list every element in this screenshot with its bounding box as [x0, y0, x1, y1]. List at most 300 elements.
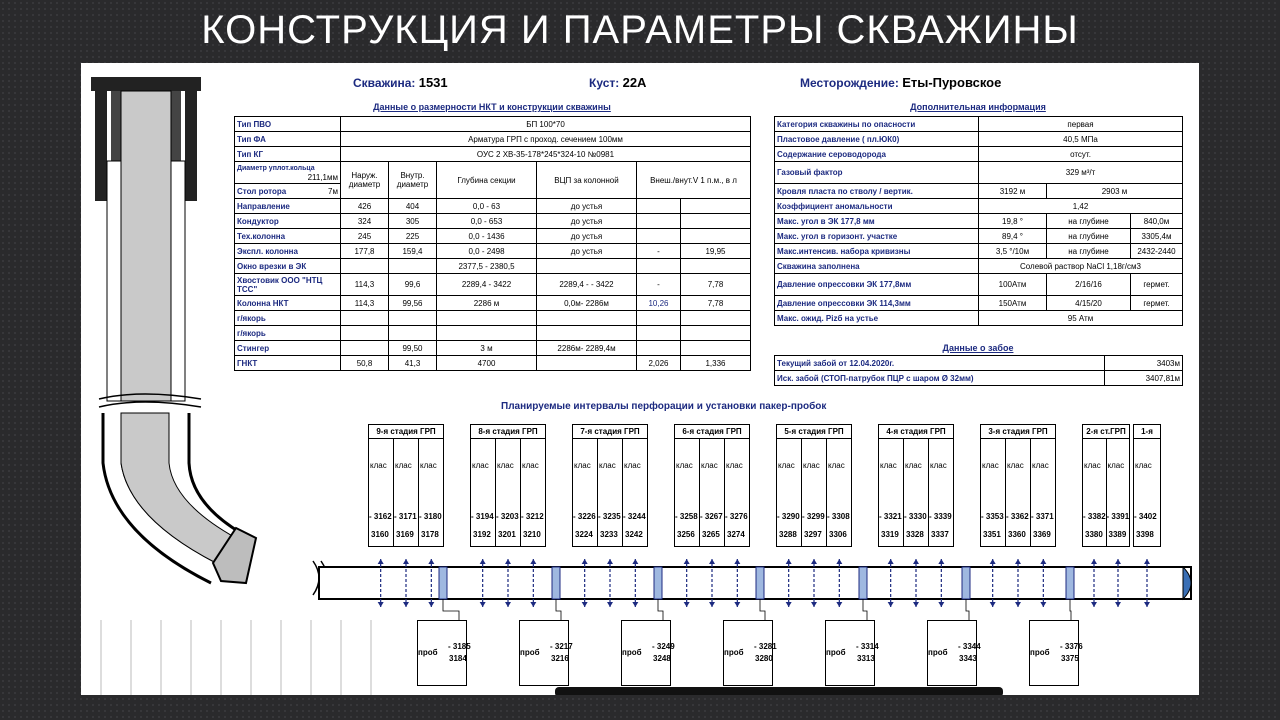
- plug-depth-top: 3184: [449, 654, 467, 663]
- packer-plug: [654, 567, 662, 599]
- perforation-arrow: [632, 602, 638, 607]
- info-row: [775, 214, 1183, 229]
- perforation-arrow: [709, 559, 715, 564]
- perforation-interval: [1134, 439, 1160, 546]
- table-row: [235, 229, 751, 244]
- info-value: 1,42: [979, 199, 1183, 214]
- interval-top: 3256: [677, 530, 695, 539]
- table-cell: 0,0 - 2498: [437, 244, 537, 259]
- table-cell: [681, 199, 751, 214]
- perforation-arrow: [811, 559, 817, 564]
- interval-bottom: - 3299: [802, 512, 825, 521]
- table-cell: [681, 229, 751, 244]
- perforation-arrow: [913, 559, 919, 564]
- perforation-arrow: [1091, 559, 1097, 564]
- perforation-interval: [623, 439, 647, 546]
- interval-top: 3201: [498, 530, 516, 539]
- perforation-arrow: [938, 559, 944, 564]
- right-table-caption: Дополнительная информация: [910, 102, 1046, 112]
- interval-bottom: - 3180: [419, 512, 442, 521]
- interval-bottom: - 3308: [827, 512, 850, 521]
- interval-top: 3288: [779, 530, 797, 539]
- info-label: Давление опрессовки ЭК 114,3мм: [775, 296, 979, 311]
- tubing-wall-right: [171, 91, 181, 161]
- plug-label: проб: [418, 648, 438, 657]
- table-cell: [341, 311, 389, 326]
- equipment-row: [235, 117, 751, 132]
- table-cell: [637, 311, 681, 326]
- table-row: [235, 244, 751, 259]
- plug-depth-top: 3375: [1061, 654, 1079, 663]
- packer-plug-box: [825, 620, 879, 686]
- cluster-label: клас: [420, 461, 437, 470]
- interval-bottom: - 3371: [1031, 512, 1054, 521]
- interval-top: 3337: [931, 530, 949, 539]
- perforation-interval: [394, 439, 419, 546]
- table-row: [235, 311, 751, 326]
- slide-title: КОНСТРУКЦИЯ И ПАРАМЕТРЫ СКВАЖИНЫ: [201, 8, 1079, 52]
- tubing-casing-table: [234, 116, 751, 371]
- row-label: Колонна НКТ: [235, 296, 341, 311]
- plug-depth-top: 3313: [857, 654, 875, 663]
- pad-number-header: Куст: 22А: [589, 75, 647, 90]
- info-value: 3305,4м: [1131, 229, 1183, 244]
- table-cell: 305: [389, 214, 437, 229]
- table-cell: 99,6: [389, 274, 437, 296]
- frac-stage-title: 6-я стадия ГРП: [675, 425, 749, 439]
- cluster-label: клас: [982, 461, 999, 470]
- perforation-interval: [573, 439, 598, 546]
- plug-label: проб: [622, 648, 642, 657]
- cluster-label: клас: [1007, 461, 1024, 470]
- table-cell: 0,0 - 653: [437, 214, 537, 229]
- info-value: 150Атм: [979, 296, 1047, 311]
- info-value: 3192 м: [979, 184, 1047, 199]
- info-value: 19,8 °: [979, 214, 1047, 229]
- info-label: Макс.интенсив. набора кривизны: [775, 244, 979, 259]
- table-cell: [681, 259, 751, 274]
- table-cell: 7,78: [681, 296, 751, 311]
- interval-bottom: - 3353: [981, 512, 1004, 521]
- perforation-arrow: [888, 559, 894, 564]
- plug-label: проб: [520, 648, 540, 657]
- info-label: Кровля пласта по стволу / вертик.: [775, 184, 979, 199]
- perforation-arrow: [582, 602, 588, 607]
- table-cell: 0,0 - 1436: [437, 229, 537, 244]
- interval-bottom: - 3290: [777, 512, 800, 521]
- bottomhole-label: Иск. забой (СТОП-патрубок ПЦР с шаром Ø 32мм): [775, 371, 1105, 386]
- perforation-arrow: [786, 559, 792, 564]
- plug-depth-bottom: - 3185: [448, 642, 471, 651]
- info-value: 840,0м: [1131, 214, 1183, 229]
- perforation-interval: [827, 439, 851, 546]
- table-cell: 1,336: [681, 356, 751, 371]
- interval-top: 3380: [1085, 530, 1103, 539]
- frac-stage-box: [572, 424, 648, 547]
- table-cell: 4700: [437, 356, 537, 371]
- scrollbar[interactable]: [555, 687, 1003, 695]
- equipment-label: Тип ФА: [235, 132, 341, 147]
- packer-plug-box: [519, 620, 573, 686]
- table-cell: [681, 326, 751, 341]
- perforation-arrow: [709, 602, 715, 607]
- additional-info-table: [774, 116, 1183, 326]
- info-label: Пластовое давление ( пл.ЮК0): [775, 132, 979, 147]
- table-cell: [637, 341, 681, 356]
- vertical-string: [121, 91, 171, 401]
- info-value: 3,5 °/10м: [979, 244, 1047, 259]
- info-value: 95 Атм: [979, 311, 1183, 326]
- info-label: Макс. угол в горизонт. участке: [775, 229, 979, 244]
- interval-bottom: - 3194: [471, 512, 494, 521]
- table-cell: 2,026: [637, 356, 681, 371]
- cluster-label: клас: [828, 461, 845, 470]
- perforation-arrow: [811, 602, 817, 607]
- perforation-interval: [802, 439, 827, 546]
- table-cell: [637, 229, 681, 244]
- table-cell: 159,4: [389, 244, 437, 259]
- col-header-outer-diameter: Наруж. диаметр: [341, 162, 389, 199]
- info-value: первая: [979, 117, 1183, 132]
- plug-depth-top: 3280: [755, 654, 773, 663]
- perforation-arrow: [1144, 559, 1150, 564]
- equipment-value: Арматура ГРП с проход. сечением 100мм: [341, 132, 751, 147]
- interval-bottom: - 3339: [929, 512, 952, 521]
- table-cell: [681, 311, 751, 326]
- background-gridlines: [101, 620, 371, 695]
- bottomhole-table: [774, 355, 1183, 386]
- frac-stage-box: [776, 424, 852, 547]
- interval-top: 3360: [1008, 530, 1026, 539]
- row-label: Тех.колонна: [235, 229, 341, 244]
- table-cell: 3 м: [437, 341, 537, 356]
- interval-bottom: - 3235: [598, 512, 621, 521]
- plug-label: проб: [1030, 648, 1050, 657]
- perforation-arrow: [990, 559, 996, 564]
- diameter-ring-cell: Диаметр уплот.кольца 211,1мм: [235, 162, 341, 184]
- interval-bottom: - 3171: [394, 512, 417, 521]
- cluster-label: клас: [574, 461, 591, 470]
- table-cell: 114,3: [341, 274, 389, 296]
- table-cell: [637, 214, 681, 229]
- table-row: [235, 259, 751, 274]
- table-cell: -: [637, 244, 681, 259]
- info-row: [775, 147, 1183, 162]
- bottomhole-row: [775, 356, 1183, 371]
- frac-stage-box: [1082, 424, 1130, 547]
- interval-top: 3369: [1033, 530, 1051, 539]
- interval-top: 3274: [727, 530, 745, 539]
- cluster-label: клас: [803, 461, 820, 470]
- interval-top: 3306: [829, 530, 847, 539]
- col-header-volume: Внеш./внут.V 1 п.м., в л: [637, 162, 751, 199]
- frac-stage-box: [980, 424, 1056, 547]
- col-header-section-depth: Глубина секции: [437, 162, 537, 199]
- row-label: ГНКТ: [235, 356, 341, 371]
- table-cell: [537, 259, 637, 274]
- frac-stage-box: [1133, 424, 1161, 547]
- table-cell: 2289,4 - - 3422: [537, 274, 637, 296]
- table-row: [235, 356, 751, 371]
- plug-depth-bottom: - 3249: [652, 642, 675, 651]
- table-cell: до устья: [537, 199, 637, 214]
- perforation-arrow: [684, 559, 690, 564]
- frac-stage-box: [674, 424, 750, 547]
- interval-bottom: - 3330: [904, 512, 927, 521]
- cluster-label: клас: [778, 461, 795, 470]
- table-cell: 245: [341, 229, 389, 244]
- field-name-header: Месторождение: Еты-Пуровское: [800, 75, 1002, 90]
- table-cell: [389, 259, 437, 274]
- packer-plug-box: [417, 620, 471, 686]
- info-label: Давление опрессовки ЭК 177,8мм: [775, 274, 979, 296]
- info-label: Содержание сероводорода: [775, 147, 979, 162]
- interval-top: 3398: [1136, 530, 1154, 539]
- perforation-interval: [700, 439, 725, 546]
- table-cell: 19,95: [681, 244, 751, 259]
- frac-stage-title: 5-я стадия ГРП: [777, 425, 851, 439]
- cluster-label: клас: [1107, 461, 1125, 470]
- info-label: Газовый фактор: [775, 162, 979, 184]
- interval-bottom: - 3226: [573, 512, 596, 521]
- interval-bottom: - 3212: [521, 512, 544, 521]
- perforation-arrow: [786, 602, 792, 607]
- info-value: на глубине: [1047, 244, 1131, 259]
- table-cell: [637, 259, 681, 274]
- info-value: 4/15/20: [1047, 296, 1131, 311]
- bottomhole-row: [775, 371, 1183, 386]
- table-cell: [537, 356, 637, 371]
- cluster-label: клас: [624, 461, 641, 470]
- row-label: Стингер: [235, 341, 341, 356]
- interval-top: 3265: [702, 530, 720, 539]
- cluster-label: клас: [1084, 461, 1101, 470]
- info-row: [775, 117, 1183, 132]
- table-cell: 324: [341, 214, 389, 229]
- perforation-interval: [598, 439, 623, 546]
- cluster-label: клас: [930, 461, 947, 470]
- row-label: Хвостовик ООО "НТЦ ТСС": [235, 274, 341, 296]
- interval-top: 3169: [396, 530, 414, 539]
- info-value: 2432-2440: [1131, 244, 1183, 259]
- packer-plug-box: [621, 620, 675, 686]
- interval-bottom: - 3203: [496, 512, 519, 521]
- table-cell: [341, 259, 389, 274]
- interval-top: 3192: [473, 530, 491, 539]
- perforation-arrow: [480, 559, 486, 564]
- table-cell: 0,0 - 63: [437, 199, 537, 214]
- info-value: на глубине: [1047, 229, 1131, 244]
- cluster-label: клас: [1135, 461, 1152, 470]
- well-number-header: Скважина: 1531: [353, 75, 448, 90]
- perforation-arrow: [888, 602, 894, 607]
- interval-top: 3319: [881, 530, 899, 539]
- info-value: гермет.: [1131, 274, 1183, 296]
- cluster-label: клас: [599, 461, 616, 470]
- perforation-arrow: [403, 559, 409, 564]
- table-cell: [437, 311, 537, 326]
- table-row: [235, 341, 751, 356]
- row-label: Окно врезки в ЭК: [235, 259, 341, 274]
- perforation-interval: [1031, 439, 1055, 546]
- perforation-interval: [521, 439, 545, 546]
- interval-bottom: - 3382: [1083, 512, 1106, 521]
- cluster-label: клас: [395, 461, 412, 470]
- cluster-label: клас: [1032, 461, 1049, 470]
- table-row: [235, 274, 751, 296]
- info-row: [775, 199, 1183, 214]
- table-cell: 99,50: [389, 341, 437, 356]
- perforation-interval: [419, 439, 443, 546]
- table-cell: 114,3: [341, 296, 389, 311]
- perforation-interval: [496, 439, 521, 546]
- perforation-arrow: [1040, 602, 1046, 607]
- table-cell: 10,26: [637, 296, 681, 311]
- info-row: [775, 244, 1183, 259]
- packer-plug: [756, 567, 764, 599]
- perforation-arrow: [1091, 602, 1097, 607]
- tubing-wall-left: [111, 91, 121, 161]
- perforation-interval: [929, 439, 953, 546]
- col-header-cement-top: ВЦП за колонной: [537, 162, 637, 199]
- table-cell: [437, 326, 537, 341]
- perforation-interval: [1083, 439, 1107, 546]
- interval-top: 3233: [600, 530, 618, 539]
- perforation-arrow: [505, 559, 511, 564]
- packer-plug-box: [1029, 620, 1083, 686]
- table-cell: до устья: [537, 229, 637, 244]
- table-cell: -: [637, 274, 681, 296]
- perforation-interval: [675, 439, 700, 546]
- perforation-arrow: [378, 559, 384, 564]
- plug-label: проб: [928, 648, 948, 657]
- table-cell: до устья: [537, 214, 637, 229]
- perforation-arrow: [913, 602, 919, 607]
- interval-bottom: - 3258: [675, 512, 698, 521]
- info-label: Коэффициент аномальности: [775, 199, 979, 214]
- info-row: [775, 162, 1183, 184]
- interval-bottom: - 3391: [1106, 512, 1129, 521]
- table-row: [235, 214, 751, 229]
- equipment-row: [235, 132, 751, 147]
- bottomhole-caption: Данные о забое: [942, 343, 1014, 353]
- packer-plug: [552, 567, 560, 599]
- packer-plug: [859, 567, 867, 599]
- row-label: г/якорь: [235, 311, 341, 326]
- table-cell: до устья: [537, 244, 637, 259]
- plug-depth-top: 3343: [959, 654, 977, 663]
- perforation-arrow: [530, 559, 536, 564]
- info-row: [775, 311, 1183, 326]
- row-label: Направление: [235, 199, 341, 214]
- interval-bottom: - 3362: [1006, 512, 1029, 521]
- plug-depth-bottom: - 3314: [856, 642, 879, 651]
- info-row: [775, 132, 1183, 147]
- table-cell: 2286 м: [437, 296, 537, 311]
- plug-label: проб: [826, 648, 846, 657]
- table-cell: [681, 341, 751, 356]
- info-label: Категория скважины по опасности: [775, 117, 979, 132]
- perforation-arrow: [1115, 602, 1121, 607]
- info-value: отсут.: [979, 147, 1183, 162]
- perforation-arrow: [1015, 602, 1021, 607]
- perforation-interval: [981, 439, 1006, 546]
- rotor-table-cell: Стол ротора 7м: [235, 184, 341, 199]
- table-row: [235, 326, 751, 341]
- bottomhole-value: 3407,81м: [1105, 371, 1183, 386]
- table-cell: 2286м- 2289,4м: [537, 341, 637, 356]
- info-label: Макс. ожид. Рizб на устье: [775, 311, 979, 326]
- interval-top: 3178: [421, 530, 439, 539]
- equipment-row: [235, 147, 751, 162]
- perforation-arrow: [607, 559, 613, 564]
- cluster-label: клас: [726, 461, 743, 470]
- info-row: [775, 296, 1183, 311]
- info-value: 2/16/16: [1047, 274, 1131, 296]
- interval-bottom: - 3321: [879, 512, 902, 521]
- cluster-label: клас: [701, 461, 718, 470]
- perforation-interval: [369, 439, 394, 546]
- info-value: 2903 м: [1047, 184, 1183, 199]
- left-table-caption: Данные о размерности НКТ и конструкции скважины: [373, 102, 611, 112]
- frac-stage-title: 4-я стадия ГРП: [879, 425, 953, 439]
- info-row: [775, 229, 1183, 244]
- perforation-arrow: [632, 559, 638, 564]
- info-value: 89,4 °: [979, 229, 1047, 244]
- equipment-label: Тип ПВО: [235, 117, 341, 132]
- interval-top: 3160: [371, 530, 389, 539]
- perforation-interval: [904, 439, 929, 546]
- info-row: [775, 184, 1183, 199]
- frac-stage-title: 8-я стадия ГРП: [471, 425, 545, 439]
- frac-stage-box: [878, 424, 954, 547]
- perforation-interval: [777, 439, 802, 546]
- table-cell: 41,3: [389, 356, 437, 371]
- plug-depth-bottom: - 3344: [958, 642, 981, 651]
- table-cell: [537, 311, 637, 326]
- interval-bottom: - 3276: [725, 512, 748, 521]
- plug-depth-bottom: - 3217: [550, 642, 573, 651]
- packer-plug: [439, 567, 447, 599]
- interval-top: 3351: [983, 530, 1001, 539]
- perforation-arrow: [734, 559, 740, 564]
- perforation-arrow: [836, 559, 842, 564]
- packer-plug: [1066, 567, 1074, 599]
- perforation-arrow: [505, 602, 511, 607]
- info-value: 40,5 МПа: [979, 132, 1183, 147]
- perforation-arrow: [582, 559, 588, 564]
- interval-bottom: - 3402: [1134, 512, 1157, 521]
- table-cell: [637, 199, 681, 214]
- equipment-value: ОУС 2 ХВ-35-178*245*324-10 №0981: [341, 147, 751, 162]
- table-cell: 50,8: [341, 356, 389, 371]
- info-row: [775, 259, 1183, 274]
- frac-stage-title: 3-я стадия ГРП: [981, 425, 1055, 439]
- interval-top: 3210: [523, 530, 541, 539]
- perforation-arrow: [403, 602, 409, 607]
- bottomhole-value: 3403м: [1105, 356, 1183, 371]
- plug-depth-top: 3248: [653, 654, 671, 663]
- info-value: 329 м³/т: [979, 162, 1183, 184]
- row-label: Кондуктор: [235, 214, 341, 229]
- row-label: г/якорь: [235, 326, 341, 341]
- table-cell: 2289,4 - 3422: [437, 274, 537, 296]
- perforation-arrow: [1115, 559, 1121, 564]
- perforation-arrow: [1040, 559, 1046, 564]
- casing-wall-right: [185, 91, 197, 201]
- info-value: на глубине: [1047, 214, 1131, 229]
- interval-top: 3242: [625, 530, 643, 539]
